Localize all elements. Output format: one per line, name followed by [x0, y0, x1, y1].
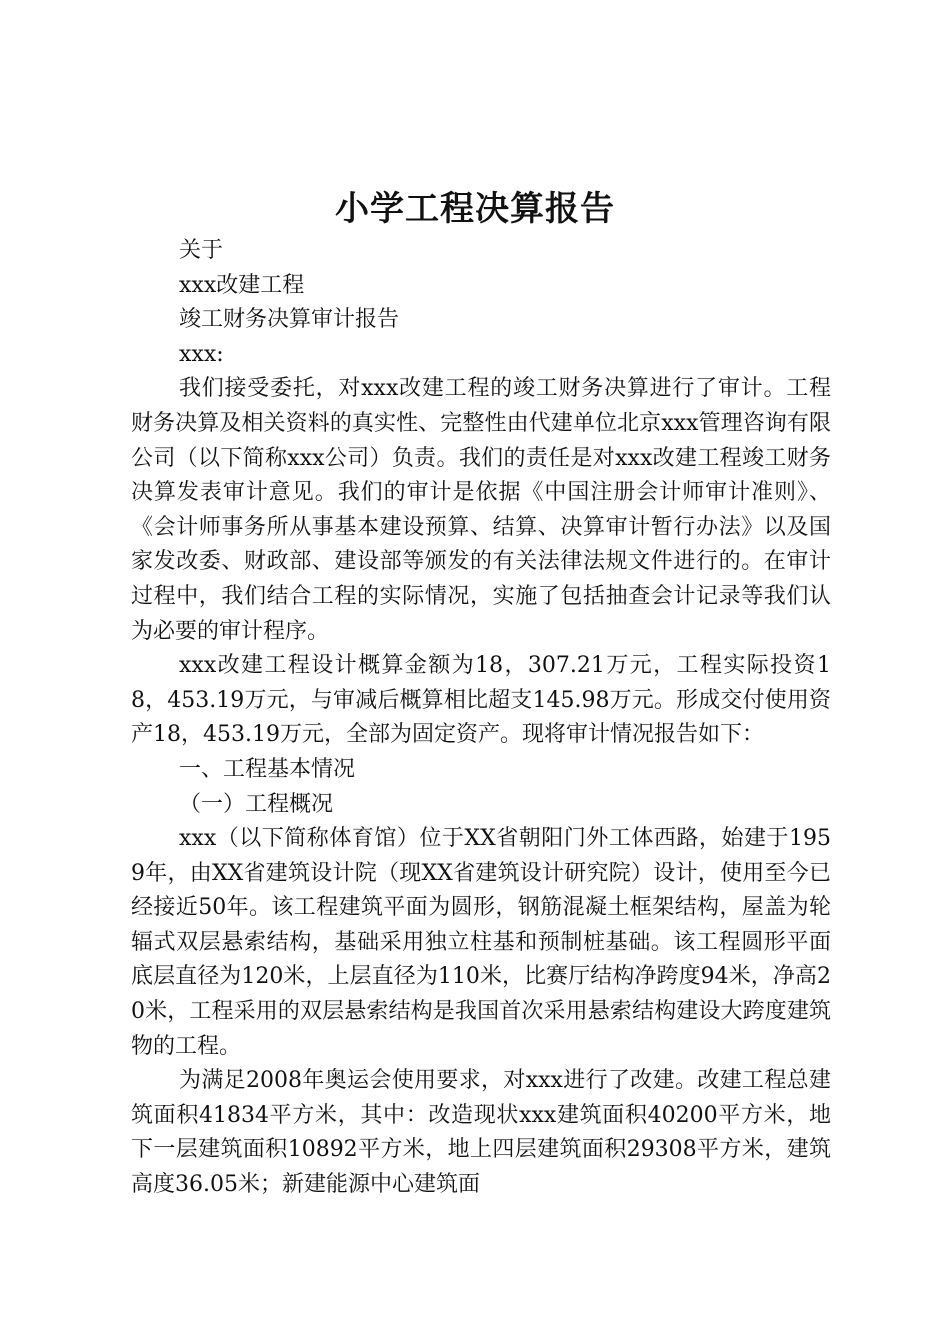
- document-title: 小学工程决算报告: [335, 189, 615, 229]
- paragraph-investment-summary: xxx改建工程设计概算金额为18，307.21万元，工程实际投资18，453.19万元，与审减后概算相比超支145.98万元。形成交付使用资产18，453.19万元，全部为固定资产。现将审计情况报告如下：: [131, 653, 831, 748]
- paragraph-report-name: 竣工财务决算审计报告: [179, 307, 400, 333]
- section-heading-basic-info: 一、工程基本情况: [179, 756, 356, 782]
- paragraph-heading-guanyu: 关于: [179, 238, 224, 263]
- document-body: [131, 234, 831, 1203]
- subsection-heading-overview: （一）工程概况: [179, 791, 334, 817]
- paragraph-renovation-scope: 为满足2008年奥运会使用要求，对xxx进行了改建。改建工程总建筑面积41834平方米，其中：改造现状xxx建筑面积40200平方米，地下一层建筑面积10892平方米，地上四层建筑面积29308平方米，建筑高度36.05米；新建能源中心建筑面: [131, 1068, 831, 1198]
- paragraph-addressee: xxx:: [179, 341, 224, 367]
- paragraph-engagement: 我们接受委托，对xxx改建工程的竣工财务决算进行了审计。工程财务决算及相关资料的真实性、完整性由代建单位北京xxx管理咨询有限公司（以下简称xxx公司）负责。我们的责任是对xxx改建工程竣工财务决算发表审计意见。我们的审计是依据《中国注册会计师审计准则》、《会计师事务所从事基本建设预算、结算、决算审计暂行办法》以及国家发改委、财政部、建设部等颁发的有关法律法规文件进行的。在审计过程中，我们结合工程的实际情况，实施了包括抽查会计记录等我们认为必要的审计程序。: [131, 376, 831, 644]
- paragraph-project-overview: xxx（以下简称体育馆）位于XX省朝阳门外工体西路，始建于1959年，由XX省建筑设计院（现XX省建筑设计研究院）设计，使用至今已经接近50年。该工程建筑平面为圆形，钢筋混凝土框架结构，屋盖为轮辐式双层悬索结构，基础采用独立柱基和预制桩基础。该工程圆形平面底层直径为120米，上层直径为110米，比赛厅结构净跨度94米，净高20米，工程采用的双层悬索结构是我国首次采用悬索结构建设大跨度建筑物的工程。: [131, 826, 831, 1059]
- paragraph-project-name: xxx改建工程: [179, 272, 305, 298]
